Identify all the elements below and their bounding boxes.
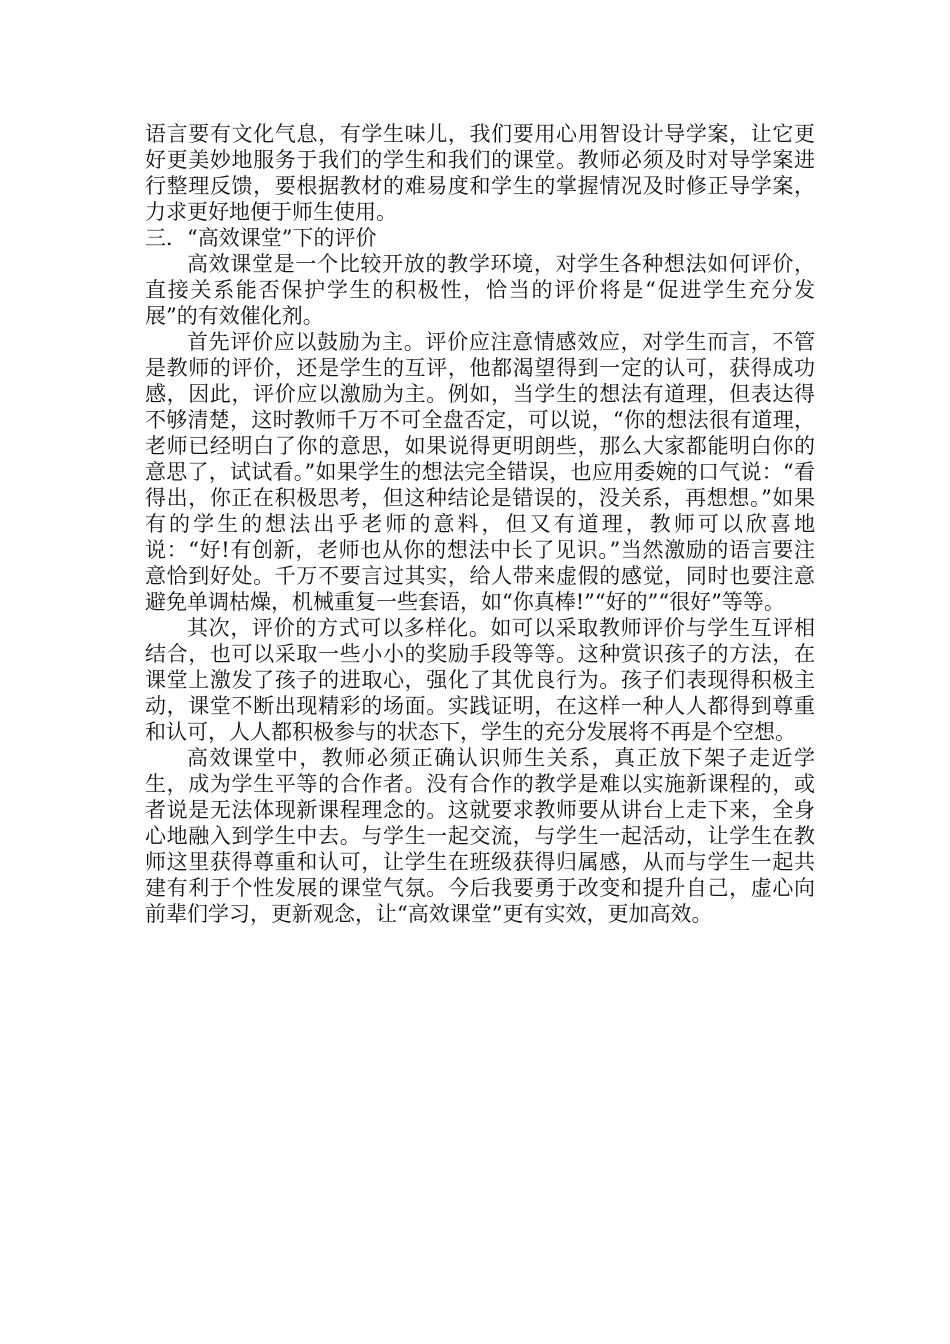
- paragraph-encouragement: 首先评价应以鼓励为主。评价应注意情感效应，对学生而言，不管是教师的评价，还是学生的互评，他都渴望得到一定的认可，获得成功感，因此，评价应以激励为主。例如，当学生的想法有道理，但表达得不够清楚，这时教师千万不可全盘否定，可以说，“你的想法很有道理，老师已经明白了你的意思，如果说得更明朗些，那么大家都能明白你的意思了，试试看。”如果学生的想法完全错误，也应用委婉的口气说：“看得出，你正在积极思考，但这种结论是错误的，没关系，再想想。”如果有的学生的想法出乎老师的意料，但又有道理，教师可以欣喜地说：“好!有创新，老师也从你的想法中长了见识。”当然激励的语言要注意恰到好处。千万不要言过其实，给人带来虚假的感觉，同时也要注意避免单调枯燥，机械重复一些套语，如“你真棒!”“好的”“很好”等等。: [145, 330, 815, 614]
- paragraph-open-environment: 高效课堂是一个比较开放的教学环境，对学生各种想法如何评价，直接关系能否保护学生的积极性，恰当的评价将是“促进学生充分发展”的有效催化剂。: [145, 252, 815, 328]
- paragraph-teacher-student-relation: 高效课堂中，教师必须正确认识师生关系，真正放下架子走近学生，成为学生平等的合作者。没有合作的教学是难以实施新课程的，或者说是无法体现新课程理念的。这就要求教师要从讲台上走下来，全身心地融入到学生中去。与学生一起交流，与学生一起活动，让学生在教师这里获得尊重和认可，让学生在班级获得归属感，从而与学生一起共建有利于个性发展的课堂气氛。今后我要勇于改变和提升自己，虚心向前辈们学习，更新观念，让“高效课堂”更有实效，更加高效。: [145, 746, 815, 926]
- paragraph-diverse-methods: 其次，评价的方式可以多样化。如可以采取教师评价与学生互评相结合，也可以采取一些小小的奖励手段等等。这种赏识孩子的方法，在课堂上激发了孩子的进取心，强化了其优良行为。孩子们表现得积极主动，课堂不断出现精彩的场面。实践证明，在这样一种人人都得到尊重和认可，人人都积极参与的状态下，学生的充分发展将不再是个空想。: [145, 616, 815, 744]
- document-body: [145, 121, 815, 927]
- paragraph-guide-plan-continued: 语言要有文化气息，有学生味儿，我们要用心用智设计导学案，让它更好更美妙地服务于我们的学生和我们的课堂。教师必须及时对导学案进行整理反馈，要根据教材的难易度和学生的掌握情况及时修正导学案，力求更好地便于师生使用。: [145, 122, 815, 224]
- section-heading-evaluation: 三．“高效课堂”下的评价: [145, 226, 377, 250]
